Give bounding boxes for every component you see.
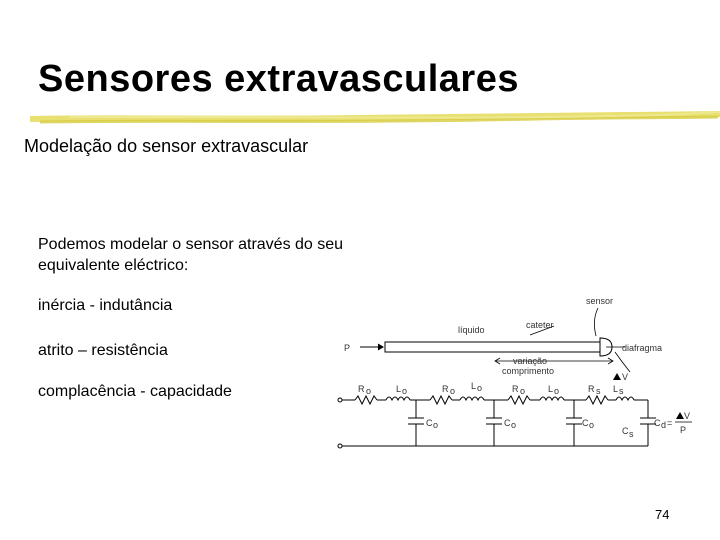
svg-text:R: R [512,384,519,394]
svg-text:s: s [619,386,624,396]
svg-text:=: = [667,418,673,428]
resistor-r0-2-label [442,384,455,396]
intro-text: Podemos modelar o sensor através do seu equivalente eléctrico: [38,236,344,274]
svg-text:C: C [426,418,433,428]
svg-text:L: L [613,384,619,394]
svg-text:o: o [433,420,439,430]
circuit-wiring [338,396,656,448]
label-sensor: sensor [586,296,614,306]
capacitor-cs-label [622,426,634,439]
svg-text:C: C [504,418,511,428]
resistor-r0-1-label [358,384,371,396]
svg-text:P: P [680,425,687,435]
capacitor-c0-1-label [426,418,438,430]
inductor-ls-label [613,384,624,396]
page-number: 74 [655,507,670,522]
label-pressure: P [344,343,351,353]
label-diafragma: diafragma [622,343,663,353]
svg-text:s: s [596,386,601,396]
delta-v-label [613,372,628,382]
svg-text:C: C [622,426,629,436]
capacitor-c0-2-label [504,418,516,430]
list-item-inertia: inércia - indutância [38,297,173,314]
capacitor-c0-3-label [582,418,594,430]
svg-text:o: o [477,383,483,393]
svg-text:d: d [661,420,667,430]
catheter-tube [360,338,612,356]
svg-text:s: s [629,429,634,439]
list-item-friction: atrito – resistência [38,342,168,359]
inductor-l0-3-label [548,384,559,396]
svg-text:o: o [366,386,372,396]
svg-text:o: o [402,386,408,396]
label-comprimento: comprimento [502,366,555,376]
slide-title: Sensores extravasculares [38,58,519,100]
svg-text:L: L [548,384,554,394]
svg-text:o: o [511,420,517,430]
svg-text:C: C [654,418,661,428]
list-item-compliance: complacência - capacidade [38,383,232,400]
title-underline-stroke [30,108,720,130]
label-variacao: variação [513,356,548,366]
svg-text:o: o [450,386,456,396]
resistor-rs-label [588,384,601,396]
svg-text:R: R [588,384,595,394]
svg-text:V: V [684,411,691,421]
inductor-l0-2-label [471,381,482,393]
svg-text:V: V [622,372,629,382]
label-cateter: cateter [526,320,554,330]
svg-text:R: R [358,384,365,394]
svg-text:L: L [396,384,402,394]
svg-text:o: o [589,420,595,430]
resistor-r0-3-label [512,384,525,396]
label-liquido: líquido [458,325,485,335]
svg-text:R: R [442,384,449,394]
svg-text:L: L [471,381,477,391]
inductor-l0-1-label [396,384,407,396]
cd-equation [654,411,692,435]
slide-subtitle: Modelação do sensor extravascular [24,136,309,156]
svg-text:o: o [520,386,526,396]
svg-text:o: o [554,386,560,396]
sensor-circuit-diagram [330,290,720,460]
svg-text:C: C [582,418,589,428]
